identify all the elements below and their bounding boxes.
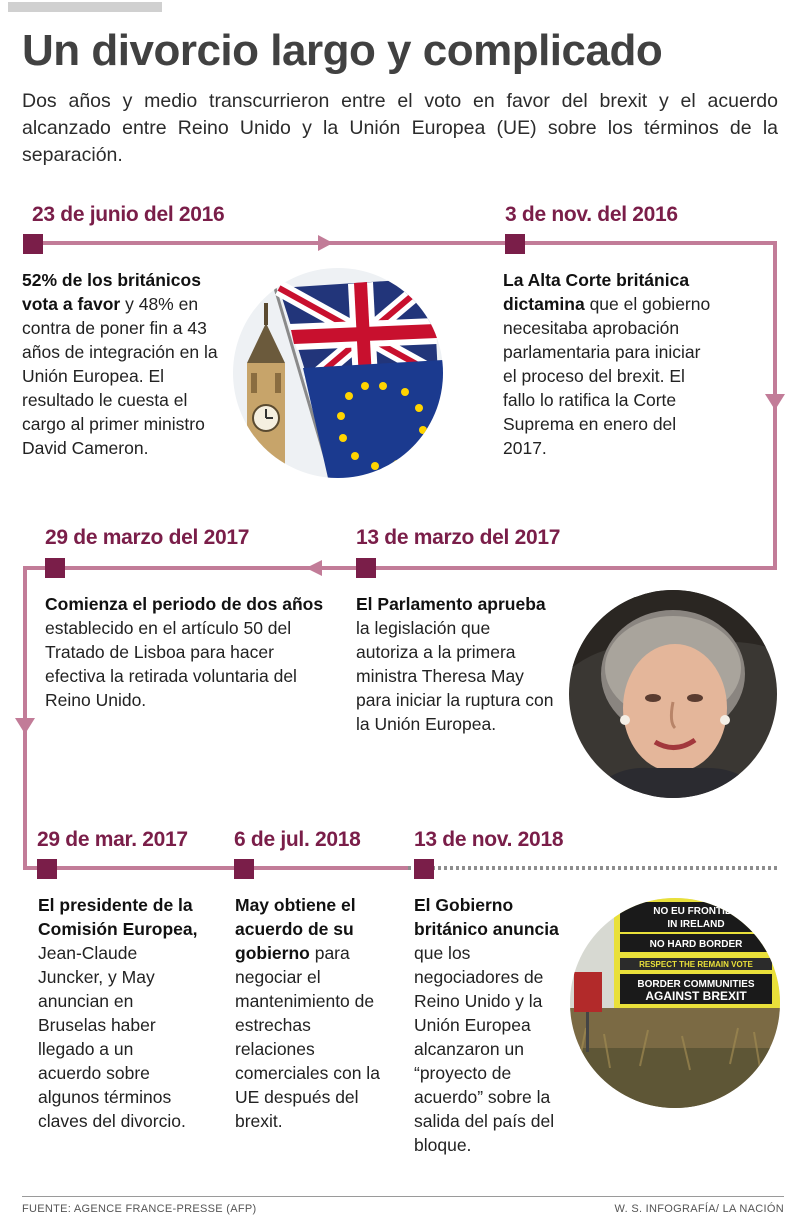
event-text-5-rest: Jean-Claude Juncker, y May anuncian en Bruselas haber llegado a un acuerdo sobre algunos términos claves del divorcio.	[38, 943, 186, 1131]
billboard-line-2: IN IRELAND	[667, 919, 725, 930]
photo-theresa-may	[569, 590, 777, 798]
event-date-1: 23 de junio del 2016	[32, 203, 225, 226]
event-text-4-bold: Comienza el periodo de dos años	[45, 594, 324, 614]
event-text-4	[45, 592, 330, 712]
event-text-1-bold: 52% de los británicos vota a favor	[22, 270, 201, 314]
event-text-7-bold: El Gobierno británico anuncia	[414, 895, 559, 939]
arrow-right-icon	[318, 235, 333, 251]
event-text-7	[414, 893, 564, 1157]
event-date-5: 29 de mar. 2017	[37, 828, 188, 851]
billboard-line-4: RESPECT THE REMAIN VOTE	[639, 960, 753, 969]
event-date-7: 13 de nov. 2018	[414, 828, 564, 851]
marker-1	[23, 234, 43, 254]
marker-2	[505, 234, 525, 254]
event-text-6-bold: May obtiene el acuerdo de su gobierno	[235, 895, 356, 963]
event-text-2	[503, 268, 718, 460]
page-subtitle: Dos años y medio transcurrieron entre el voto en favor del brexit y el acuerdo alcanzado entre Reino Unido y la Unión Europea (UE) sobre los términos de la separación.	[22, 90, 778, 166]
footer-divider	[22, 1196, 784, 1197]
event-text-7-rest: que los negociadores de Reino Unido y la Unión Europea alcanzaron un “proyecto de acuerdo” sobre la salida del país del bloque.	[414, 943, 555, 1155]
event-text-5	[38, 893, 198, 1133]
marker-4	[45, 558, 65, 578]
page-title: Un divorcio largo y complicado	[22, 26, 663, 75]
marker-3	[356, 558, 376, 578]
billboard-line-1: NO EU FRONTIER	[653, 906, 739, 917]
photo-flags-big-ben	[233, 268, 443, 478]
billboard-line-5: BORDER COMMUNITIES	[637, 979, 755, 990]
event-text-1	[22, 268, 230, 460]
billboard-line-3: NO HARD BORDER	[649, 939, 743, 950]
event-text-3-rest: la legislación que autoriza a la primera ministra Theresa May para iniciar la ruptura con la Unión Europea.	[356, 618, 554, 734]
event-text-5-bold: El presidente de la Comisión Europea,	[38, 895, 198, 939]
marker-5	[37, 859, 57, 879]
event-text-6	[235, 893, 383, 1133]
event-date-2: 3 de nov. del 2016	[505, 203, 678, 226]
event-text-4-rest: establecido en el artículo 50 del Tratado de Lisboa para hacer efectiva la retirada voluntaria del Reino Unido.	[45, 618, 297, 710]
arrow-down-icon-2	[15, 718, 35, 734]
footer-source: FUENTE: AGENCE FRANCE-PRESSE (AFP)	[22, 1203, 257, 1215]
arrow-left-icon	[306, 560, 322, 576]
event-text-3-bold: El Parlamento aprueba	[356, 594, 546, 614]
face-icon	[623, 644, 727, 772]
event-text-3	[356, 592, 556, 736]
arrow-down-icon	[765, 394, 785, 410]
event-text-6-rest: para negociar el mantenimiento de estrechas relaciones comerciales con la UE después del brexit.	[235, 943, 380, 1131]
marker-7	[414, 859, 434, 879]
event-date-3: 13 de marzo del 2017	[356, 526, 561, 549]
footer-credit: W. S. INFOGRAFÍA/ LA NACIÓN	[614, 1203, 784, 1215]
event-date-6: 6 de jul. 2018	[234, 828, 361, 851]
photo-billboard	[570, 898, 780, 1108]
billboard-line-6: AGAINST BREXIT	[645, 989, 747, 1003]
event-date-4: 29 de marzo del 2017	[45, 526, 250, 549]
event-text-2-rest: que el gobierno necesitaba aprobación parlamentaria para iniciar el proceso del brexit. El fallo lo ratifica la Corte Suprema en enero del 2017.	[503, 294, 711, 458]
event-text-1-rest: y 48% en contra de poner fin a 43 años de integración en la Unión Europea. El resultado le cuesta el cargo al primer ministro David Cameron.	[22, 294, 218, 458]
marker-6	[234, 859, 254, 879]
event-text-2-bold: La Alta Corte británica dictamina	[503, 270, 690, 314]
